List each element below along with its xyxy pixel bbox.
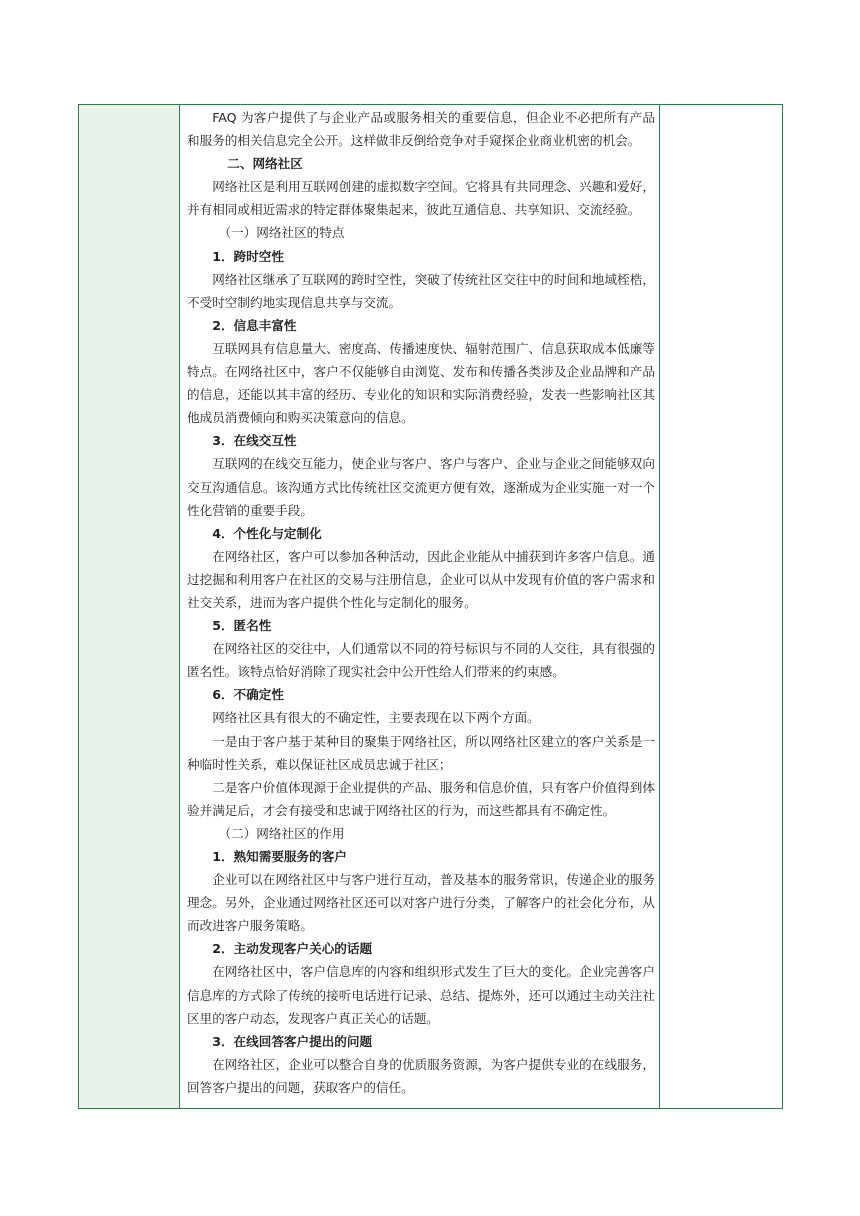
paragraph: 在网络社区，客户可以参加各种活动，因此企业能从中捕获到许多客户信息。通过挖掘和利用客户在社区的交易与注册信息，企业可以从中发现有价值的客户需求和社交关系，进而为客户提供个性化与定制化的服务。 [187,548,655,610]
item-heading: 1．跨时空性 [212,248,284,264]
paragraph: 二是客户价值体现源于企业提供的产品、服务和信息价值，只有客户价值得到体验并满足后，才会有接受和忠诚于网络社区的行为，而这些都具有不确定性。 [187,779,655,818]
subsection-heading: （二）网络社区的作用 [218,825,345,841]
paragraph: 一是由于客户基于某种目的聚集于网络社区，所以网络社区建立的客户关系是一种临时性关系，难以保证社区成员忠诚于社区； [187,733,655,772]
item-heading: 6．不确定性 [212,687,284,703]
item-heading: 2．信息丰富性 [212,317,297,333]
paragraph: 网络社区是利用互联网创建的虚拟数字空间。它将具有共同理念、兴趣和爱好，并有相同或相近需求的特定群体聚集起来，彼此互通信息、共享知识、交流经验。 [187,179,655,218]
paragraph: 在网络社区，企业可以整合自身的优质服务资源，为客户提供专业的在线服务，回答客户提出的问题，获取客户的信任。 [187,1056,655,1095]
subsection-heading: （一）网络社区的特点 [218,225,345,241]
item-heading: 3．在线回答客户提出的问题 [212,1033,373,1049]
item-heading: 3．在线交互性 [212,433,297,449]
right-column [659,105,783,1108]
document-body [187,105,655,1099]
item-heading: 4．个性化与定制化 [212,525,322,541]
paragraph: FAQ 为客户提供了与企业产品或服务相关的重要信息，但企业不必把所有产品和服务的相关信息完全公开。这样做非反倒给竞争对手窥探企业商业机密的机会。 [187,110,655,149]
item-heading: 5．匿名性 [212,618,272,634]
paragraph: 互联网具有信息量大、密度高、传播速度快、辐射范围广、信息获取成本低廉等特点。在网络社区中，客户不仅能够自由浏览、发布和传播各类涉及企业品牌和产品的信息，还能以其丰富的经历、专业化的知识和实际消费经验，发表一些影响社区其他成员消费倾向和购买决策意向的信息。 [187,340,655,426]
item-heading: 1．熟知需要服务的客户 [212,849,347,864]
left-column [78,105,180,1108]
paragraph: 在网络社区的交往中，人们通常以不同的符号标识与不同的人交往，具有很强的匿名性。该特点恰好消除了现实社会中公开性给人们带来的约束感。 [187,641,655,680]
paragraph: 网络社区具有很大的不确定性，主要表现在以下两个方面。 [212,710,540,726]
section-heading: 二、网络社区 [227,156,303,172]
paragraph: 在网络社区中，客户信息库的内容和组织形式发生了巨大的变化。企业完善客户信息库的方式除了传统的接听电话进行记录、总结、提炼外，还可以通过主动关注社区里的客户动态，发现客户真正关心的话题。 [187,964,655,1026]
content-table [78,104,783,1109]
paragraph: 网络社区继承了互联网的跨时空性，突破了传统社区交往中的时间和地域桎梏，不受时空制约地实现信息共享与交流。 [187,271,655,310]
paragraph: 互联网的在线交互能力，使企业与客户、客户与客户、企业与企业之间能够双向交互沟通信息。该沟通方式比传统社区交流更方便有效，逐渐成为企业实施一对一个性化营销的重要手段。 [187,456,655,518]
paragraph: 企业可以在网络社区中与客户进行互动，普及基本的服务常识，传递企业的服务理念。另外，企业通过网络社区还可以对客户进行分类，了解客户的社会化分布，从而改进客户服务策略。 [187,872,655,934]
item-heading: 2．主动发现客户关心的话题 [212,941,373,957]
